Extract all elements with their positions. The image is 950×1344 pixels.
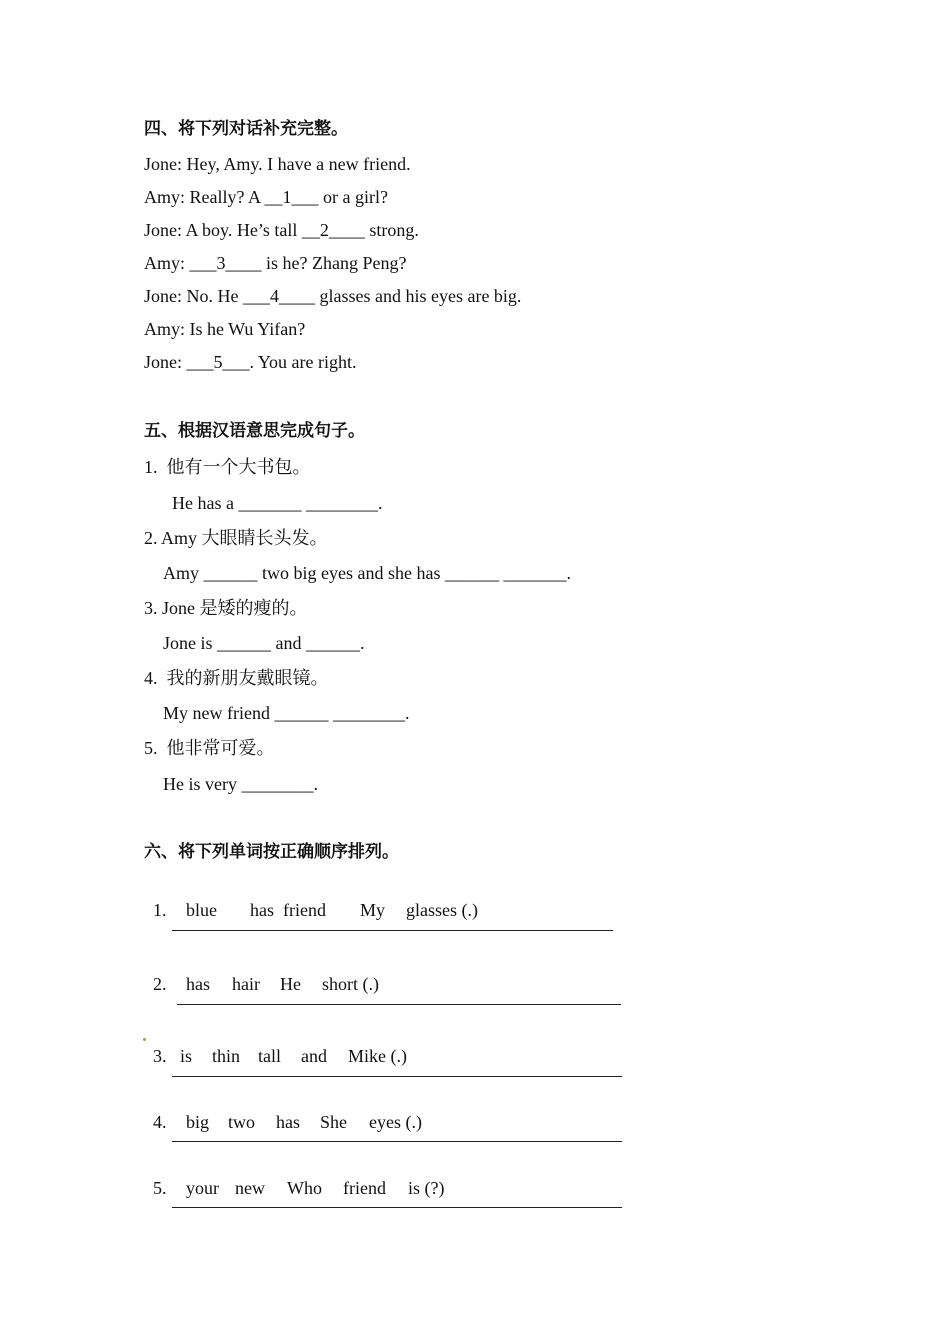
dialogue-line: Amy: Really? A __1___ or a girl?	[144, 187, 388, 207]
translation-answer: Jone is ______ and ______.	[163, 633, 365, 653]
answer-line[interactable]	[172, 930, 613, 931]
section4-heading: 四、将下列对话补充完整。	[144, 119, 348, 139]
answer-line[interactable]	[172, 1141, 622, 1142]
word: has	[186, 974, 210, 994]
word-order-item	[144, 877, 478, 921]
word: Who	[287, 1178, 322, 1198]
dialogue-line: Jone: Hey, Amy. I have a new friend.	[144, 154, 411, 174]
answer-line[interactable]	[172, 1076, 622, 1077]
word: is	[180, 1046, 193, 1066]
word: eyes (.)	[369, 1112, 422, 1132]
answer-line[interactable]	[172, 1207, 622, 1208]
word: and	[301, 1046, 327, 1066]
word: blue	[186, 900, 217, 920]
translation-answer: He is very ________.	[163, 774, 318, 794]
word: your	[186, 1178, 219, 1198]
dialogue-line: Jone: ___5___. You are right.	[144, 352, 357, 372]
item-number: 2.	[153, 974, 167, 994]
answer-line[interactable]	[177, 1004, 621, 1005]
translation-prompt: 2. Amy 大眼睛长头发。	[144, 528, 328, 548]
section6-heading: 六、将下列单词按正确顺序排列。	[144, 842, 399, 862]
dialogue-line: Jone: No. He ___4____ glasses and his eyes are big.	[144, 286, 522, 306]
word: thin	[212, 1046, 241, 1066]
translation-prompt: 4. 我的新朋友戴眼镜。	[144, 668, 329, 688]
word: hair	[232, 974, 260, 994]
translation-prompt: 3. Jone 是矮的瘦的。	[144, 598, 308, 618]
word: He	[280, 974, 301, 994]
word: friend	[343, 1178, 386, 1198]
word: short (.)	[322, 974, 379, 994]
word: big	[186, 1112, 210, 1132]
word: She	[320, 1112, 347, 1132]
word: is (?)	[408, 1178, 445, 1198]
item-number: 4.	[153, 1112, 167, 1132]
word: Mike (.)	[348, 1046, 407, 1066]
dialogue-line: Amy: ___3____ is he? Zhang Peng?	[144, 253, 407, 273]
word-order-item	[144, 951, 379, 995]
word-order-item	[144, 1023, 407, 1067]
translation-prompt: 5. 他非常可爱。	[144, 738, 275, 758]
word: two	[228, 1112, 255, 1132]
translation-prompt: 1. 他有一个大书包。	[144, 457, 311, 477]
word: My	[360, 900, 386, 920]
translation-answer: He has a _______ ________.	[172, 493, 383, 513]
word-order-item	[144, 1155, 444, 1199]
word: friend	[283, 900, 326, 920]
dialogue-line: Amy: Is he Wu Yifan?	[144, 319, 306, 339]
word: tall	[258, 1046, 281, 1066]
word: new	[235, 1178, 265, 1198]
item-number: 5.	[153, 1178, 167, 1198]
word: glasses (.)	[406, 900, 478, 920]
translation-answer: Amy ______ two big eyes and she has ______ _______.	[163, 563, 571, 583]
word: has	[250, 900, 274, 920]
word-order-item	[144, 1089, 422, 1133]
translation-answer: My new friend ______ ________.	[163, 703, 410, 723]
word: has	[276, 1112, 300, 1132]
item-number: 1.	[153, 900, 167, 920]
item-number: 3.	[153, 1046, 167, 1066]
dialogue-line: Jone: A boy. He’s tall __2____ strong.	[144, 220, 419, 240]
section5-heading: 五、根据汉语意思完成句子。	[144, 421, 365, 441]
